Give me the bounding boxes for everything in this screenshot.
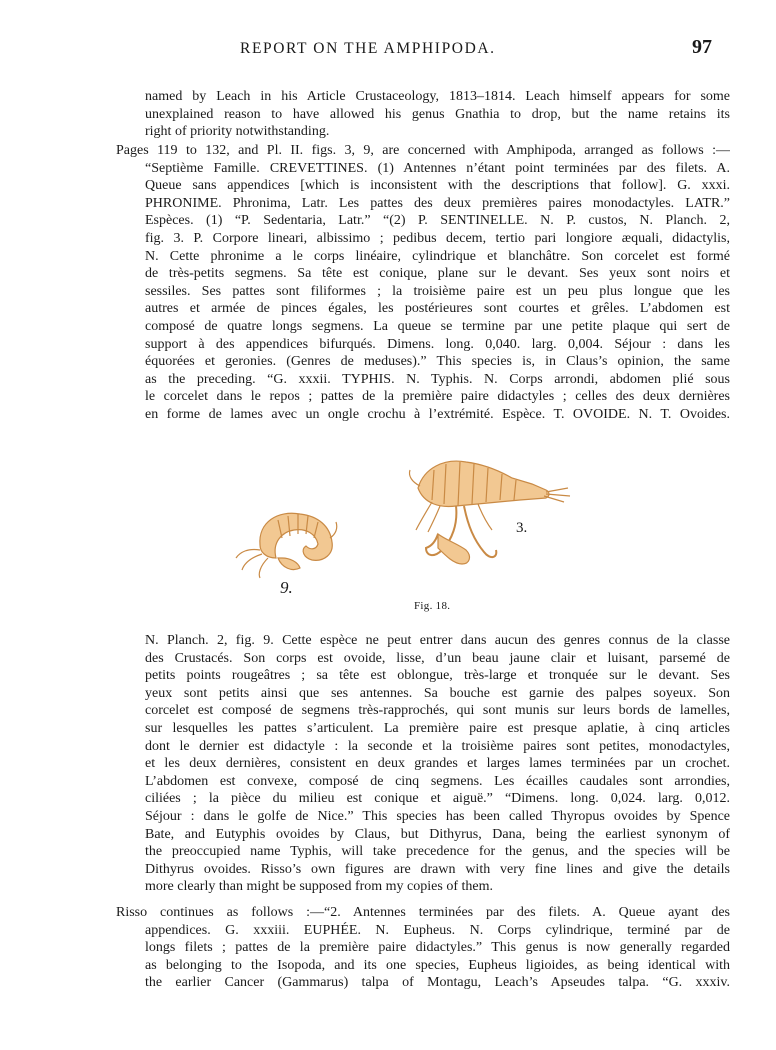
text-line: petits points rougeâtres ; sa tête est oblongue, très-large et tronquée sur le devant. Ses xyxy=(145,668,730,684)
text-line: PHRONIME. Phronima, Latr. Les pattes des deux premières paires monodactyles. LATR.” xyxy=(145,195,730,211)
text-line: appendices. G. xxxiii. EUPHÉE. N. Eupheus. N. Corps cylindrique, terminé par de xyxy=(145,922,730,938)
text-line: corcelet est composé de segmens très-rapprochés, qui sont munis sur leurs bords de lamelles, xyxy=(145,703,730,719)
paragraph-3 xyxy=(145,632,730,896)
figure-caption: Fig. 18. xyxy=(414,600,451,612)
text-line: composé de quatre longs segmens. La queue se termine par une petite plaque qui sert de xyxy=(145,318,730,334)
text-line: unexplained reason to have allowed his genus Gnathia to drop, but the name retains its xyxy=(145,106,730,122)
text-line: sur lesquelles les pattes s’articulent. La première paire est presque aplatie, à cinq articles xyxy=(145,720,730,736)
text-line: le corcelet dans le repos ; pattes de la première paire didactyles ; celles des deux dernières xyxy=(145,389,730,405)
text-line: right of priority notwithstanding. xyxy=(145,124,330,140)
text-line: N. Planch. 2, fig. 9. Cette espèce ne peut entrer dans aucun des genres connus de la classe xyxy=(145,633,730,648)
paragraph-4 xyxy=(116,904,730,992)
text-line: Espèces. (1) “P. Sedentaria, Latr.” “(2) P. SENTINELLE. N. P. custos, N. Planch. 2, xyxy=(145,213,730,229)
text-line: fig. 3. P. Corpore lineari, albissimo ; pedibus decem, tertio pari longiore æquali, didactylis, xyxy=(145,230,730,246)
text-line: N. Cette phronime a le corps linéaire, cylindrique et blanchâtre. Son corcelet est formé xyxy=(145,248,730,264)
paragraph-1 xyxy=(145,88,730,141)
text-line: dont le dernier est didactyle : la seconde et la troisième paires sont petites, monodactyles, xyxy=(145,738,730,754)
text-line: Risso continues as follows :—“2. Antennes terminées par des filets. A. Queue ayant des xyxy=(116,905,730,920)
text-line: Bate, and Eutyphis ovoides by Claus, but Dithyrus, Dana, being the earliest synonym of xyxy=(145,826,730,842)
text-line: support à des appendices bifurqués. Dimens. long. 0,040. larg. 0,004. Séjour : dans les xyxy=(145,336,730,352)
text-line: as belonging to the Isopoda, and its one species, Eupheus ligioides, as being identical with xyxy=(145,957,730,973)
text-line: Dithyrus ovoides. Risso’s own figures are drawn with very fine lines and give the details xyxy=(145,861,730,877)
text-line: the earlier Cancer (Gammarus) talpa of Montagu, Leach’s Apseudes talpa. “G. xxxiv. xyxy=(145,975,730,991)
text-line: sessiles. Ses pattes sont filiformes ; la troisième paire est un peu plus longue que les xyxy=(145,283,730,299)
text-line: Queue sans appendices [which is inconsistent with the descriptions that follow]. G. xxxi. xyxy=(145,178,730,194)
running-header xyxy=(0,38,776,64)
text-line: more clearly than might be supposed from my copies of them. xyxy=(145,879,493,895)
text-line: des Crustacés. Son corps est ovoide, lisse, d’un beau jaune clair et luisant, parsemé de xyxy=(145,650,730,666)
text-line: “Septième Famille. CREVETTINES. (1) Antennes n’étant point terminées par des filets. A. xyxy=(145,160,730,176)
paragraph-2 xyxy=(116,142,730,424)
text-line: ciliées ; la pièce du milieu est conique et aiguë.” “Dimens. long. 0,024. larg. 0,012. xyxy=(145,791,730,807)
text-line: Pages 119 to 132, and Pl. II. figs. 3, 9, are concerned with Amphipoda, arranged as follows :— xyxy=(116,143,730,158)
text-line: longs filets ; pattes de la première paire didactyles.” This genus is now generally regarded xyxy=(145,940,730,956)
text-line: yeux sont petits ainsi que ses antennes. Sa bouche est garnie des palpes soyeux. Son xyxy=(145,685,730,701)
specimen-3-label: 3. xyxy=(516,520,528,536)
text-line: the preoccupied name Typhis, will take precedence for the genus, and the species will be xyxy=(145,844,730,860)
text-line: named by Leach in his Article Crustaceology, 1813–1814. Leach himself appears for some xyxy=(145,89,730,104)
text-line: en forme de lames avec un ongle crochu à l’extrémité. Espèce. T. OVOIDE. N. T. Ovoides. xyxy=(145,406,730,422)
running-title: REPORT ON THE AMPHIPODA. xyxy=(240,40,496,57)
text-line: Séjour : dans le golfe de Nice.” This species has been called Thyropus ovoides by Spence xyxy=(145,808,730,824)
figure-18 xyxy=(220,450,580,620)
specimen-9-drawing xyxy=(236,513,337,578)
text-line: autres et armée de pinces égales, les postérieures sont courtes et grêles. L’abdomen est xyxy=(145,301,730,317)
figure-illustration xyxy=(220,450,580,600)
text-line: as the preceding. “G. xxxii. TYPHIS. N. Typhis. N. Corps arrondi, abdomen plié sous xyxy=(145,371,730,387)
text-line: équorées et geronies. (Genres de meduses).” This species is, in Claus’s opinion, the same xyxy=(145,354,730,370)
page-number: 97 xyxy=(692,36,712,58)
specimen-3-drawing xyxy=(409,461,570,564)
text-line: et les deux dernières, consistent en deux grandes et larges lames terminées par un crochet. xyxy=(145,756,730,772)
text-line: L’abdomen est convexe, composé de cinq segmens. Les écailles caudales sont arrondies, xyxy=(145,773,730,789)
specimen-9-label: 9. xyxy=(280,578,293,597)
text-line: de très-petits segmens. Sa tête est conique, plane sur le devant. Ses yeux sont noirs et xyxy=(145,266,730,282)
